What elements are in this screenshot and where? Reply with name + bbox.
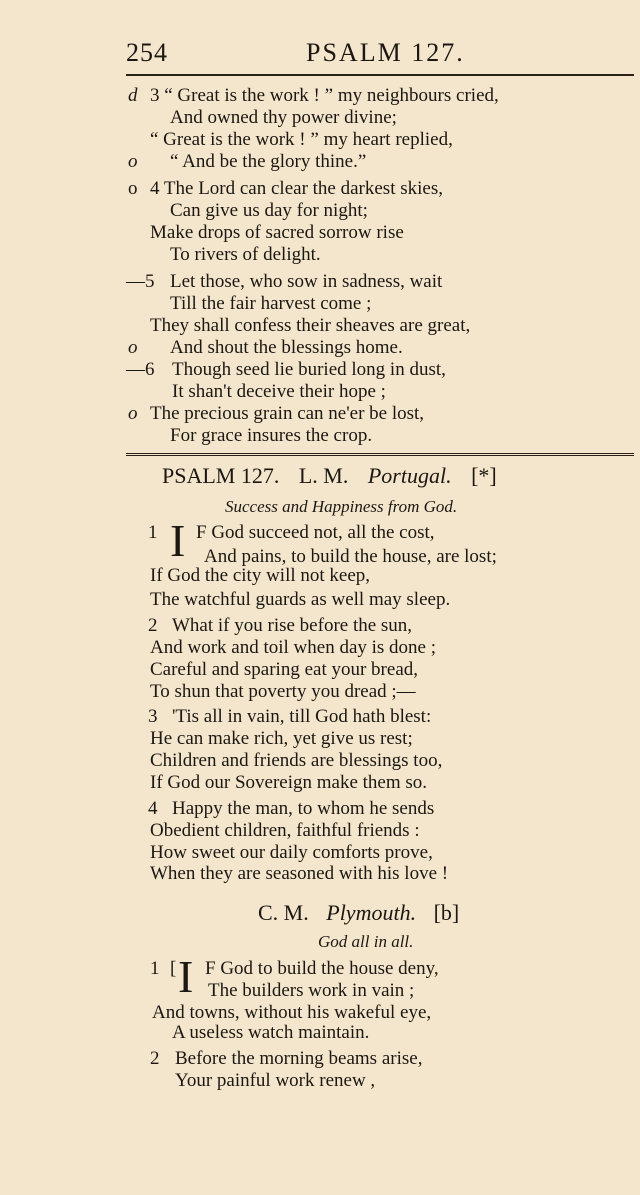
verse-number: 2 [148, 615, 158, 636]
verse-line: And work and toil when day is done ; [150, 637, 437, 658]
verse-number: 3 [148, 706, 158, 727]
verse-line: And pains, to build the house, are lost; [204, 546, 497, 567]
verse-number: 1 [148, 522, 158, 543]
verse-number: 1 [150, 958, 160, 979]
verse-line: If God our Sovereign make them so. [150, 772, 428, 793]
verse-line: Can give us day for night; [170, 200, 368, 221]
verse-line: Till the fair harvest come ; [170, 293, 372, 314]
tune-name: Plymouth. [326, 900, 417, 925]
verse-line: If God the city will not keep, [150, 565, 371, 586]
verse-line: Your painful work renew , [175, 1070, 376, 1091]
verse-line: 3 “ Great is the work ! ” my neighbours cried, [150, 85, 499, 106]
line-mark: o [128, 337, 138, 358]
verse-line: It shan't deceive their hope ; [172, 381, 386, 402]
drop-cap: I [178, 951, 194, 1002]
verse-line: Make drops of sacred sorrow rise [150, 222, 404, 243]
psalm-heading-cm [258, 900, 471, 926]
line-mark: d [128, 85, 138, 106]
line-mark: o [128, 403, 138, 424]
page-header [126, 38, 636, 72]
section-rule [126, 453, 634, 456]
meter-label: L. M. [298, 463, 349, 488]
verse-line: How sweet our daily comforts prove, [150, 842, 433, 863]
verse-line: A useless watch maintain. [172, 1022, 370, 1043]
verse-number: 4 [148, 798, 158, 819]
line-mark: —6 [126, 359, 155, 380]
header-rule [126, 74, 634, 76]
verse-line: Happy the man, to whom he sends [172, 798, 435, 819]
verse-line: What if you rise before the sun, [172, 615, 413, 636]
psalm-subtitle: God all in all. [318, 932, 414, 951]
verse-line: And owned thy power divine; [170, 107, 397, 128]
psalm-title: PSALM 127. [162, 463, 280, 488]
bracket-mark: [ [170, 958, 177, 979]
drop-cap: I [170, 515, 186, 566]
verse-line: The watchful guards as well may sleep. [150, 589, 451, 610]
line-mark: o [128, 151, 138, 172]
verse-line: 4 The Lord can clear the darkest skies, [150, 178, 443, 199]
verse-line: Let those, who sow in sadness, wait [170, 271, 443, 292]
verse-line: Children and friends are blessings too, [150, 750, 443, 771]
verse-line: 'Tis all in vain, till God hath blest: [172, 706, 432, 727]
verse-line: To shun that poverty you dread ;— [150, 681, 416, 702]
verse-line: F God succeed not, all the cost, [196, 522, 435, 543]
psalm-subtitle: Success and Happiness from God. [225, 497, 458, 516]
tune-name: Portugal. [367, 463, 452, 488]
verse-line: They shall confess their sheaves are great, [150, 315, 471, 336]
reference-mark: [b] [433, 900, 460, 925]
verse-line: F God to build the house deny, [205, 958, 439, 979]
verse-line: And shout the blessings home. [170, 337, 403, 358]
line-mark: o [128, 178, 138, 199]
verse-line: The builders work in vain ; [208, 980, 415, 1001]
page-number: 254 [126, 38, 168, 67]
verse-line: Though seed lie buried long in dust, [172, 359, 446, 380]
psalm-heading [162, 463, 511, 489]
verse-number: 2 [150, 1048, 160, 1069]
meter-label: C. M. [258, 900, 309, 925]
verse-line: He can make rich, yet give us rest; [150, 728, 413, 749]
reference-mark: [*] [471, 463, 497, 488]
verse-line: Before the morning beams arise, [175, 1048, 423, 1069]
verse-line: Obedient children, faithful friends : [150, 820, 420, 841]
line-mark: —5 [126, 271, 155, 292]
verse-line: To rivers of delight. [170, 244, 321, 265]
verse-line: Careful and sparing eat your bread, [150, 659, 419, 680]
verse-line: When they are seasoned with his love ! [150, 863, 449, 884]
verse-line: And towns, without his wakeful eye, [152, 1002, 432, 1023]
verse-line: “ Great is the work ! ” my heart replied, [150, 129, 453, 150]
running-title: PSALM 127. [306, 38, 465, 67]
verse-line: For grace insures the crop. [170, 425, 373, 446]
verse-line: “ And be the glory thine.” [170, 151, 367, 172]
verse-line: The precious grain can ne'er be lost, [150, 403, 425, 424]
